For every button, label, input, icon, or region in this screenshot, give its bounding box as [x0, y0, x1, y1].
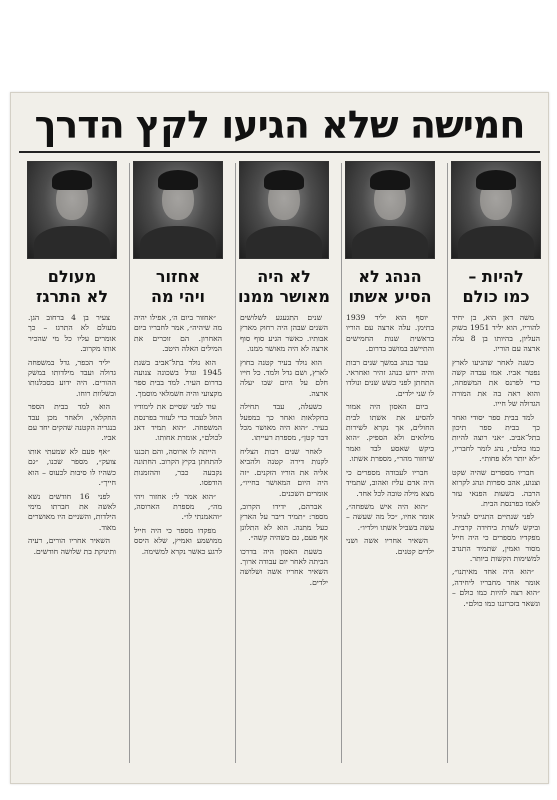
- article-text-4: [131, 313, 225, 557]
- paragraph: חבריו מספרים שהיה שקט וצנוע, אהב ספרות ונהג לקרוא הרבה. בשעות הפנאי עזר לאמו בפרנסת הבית.: [452, 467, 540, 508]
- paragraph: הוא נולד בתל־אביב בשנת 1945 וגדל בשכונה צנועה בדרום העיר. למד בבית ספר מקצועי והיה חשמלאי מוסמך.: [134, 357, 222, 398]
- profile-column-1: [449, 157, 543, 769]
- paragraph: הייתה לו ארוסה, והם תכננו להתחתן בקיץ הקרוב. החתונה נקבעה כבר, וההזמנות הודפסו.: [134, 446, 222, 488]
- paragraph: אברהם, ידידו הקרוב, מספר: ״תמיד דיבר על הארץ כעל מתנה. הוא לא התלונן אף פעם, גם כשהיה קשה״.: [240, 501, 328, 543]
- profile-column-2: [343, 157, 437, 769]
- column-divider: [341, 163, 342, 763]
- paragraph: השאיר אחריו אשה ושני ילדים קטנים.: [346, 536, 434, 556]
- caption-line-1: לא היה: [257, 267, 311, 286]
- caption-line-2: מאושר ממנו: [238, 287, 330, 306]
- paragraph: מפקדו מספר כי היה חייל ממושמע ואמיץ, שלא היסס לרגע כאשר נקרא למשימה.: [134, 525, 222, 556]
- headline-rule: [19, 151, 540, 153]
- paragraph: ״הוא היה איש משפחה״, אומר אחיו, ״כל מה שעשה – עשה בשביל אשתו וילדיו״.: [346, 501, 434, 532]
- portrait-photo-4: [133, 161, 223, 259]
- portrait-photo-1: [451, 161, 541, 259]
- headline: חמישה שלא הגיעו לקץ הדרך: [34, 103, 525, 147]
- caption-line-1: להיות –: [468, 267, 524, 286]
- paragraph: שנים התגעגע לשלושים השנים שבהן היה רחוק מארץ אבותיו. כאשר הגיע סוף סוף ארצה לא היה מאושר ממנו.: [240, 313, 328, 354]
- paragraph: חבריו לעבודה מספרים כי היה אדם עליז ואהוב, שתמיד מצא מילה טובה לכל אחד.: [346, 467, 434, 498]
- article-text-2: [343, 313, 437, 557]
- article-text-5: [25, 313, 119, 557]
- paragraph: משה דאן הוא, בן יחיד להוריו, הוא יליד 1951 בשוק העליון, בהיותו בן 8 עלה ארצה עם הוריו.: [452, 313, 540, 354]
- paragraph: עוד לפני שסיים את לימודיו החל לעבוד כדי לעזור בפרנסת המשפחה. ״הוא תמיד דאג לכולם״, אומרת אחותו.: [134, 402, 222, 443]
- portrait-photo-3: [239, 161, 329, 259]
- paragraph: צעיר בן 4 ברחוב הגן. מעולם לא התרגז – כך אומרים עליו כל מי שהכיר אותו מקרוב.: [28, 313, 116, 354]
- caption-line-2: כמו כולם: [462, 287, 530, 306]
- paragraph: ״הוא היה אחד מאיתנו״, אומר אחד מחבריו ליחידה, ״הוא רצה להיות כמו כולם – ונשאר בזכרוננו כמו כולם״.: [452, 567, 540, 608]
- paragraph: ״אחזור ביום ה׳, אפילו יהיה מה שיהיה״, אמר לחבריו ביום האחרון. הם זוכרים את המילים האלה היטב.: [134, 313, 222, 354]
- paragraph: הוא נולד בעיר קטנה בחוץ לארץ, ושם גדל ולמד. כל חייו חלם על היום שבו יעלה ארצה.: [240, 357, 328, 398]
- paragraph: יליד הכפר, גדל במשפחה גדולה ועבד מילדותו במשק ההורים. היה ידוע בסבלנותו ובשלוות רוחו.: [28, 357, 116, 398]
- profile-caption-2: [343, 267, 437, 307]
- portrait-photo-5: [27, 161, 117, 259]
- newspaper-clipping: [10, 92, 549, 784]
- caption-line-2: הסיע אשתו: [348, 287, 432, 306]
- paragraph: ביום האסון היה אמור להסיע את אשתו לבית החולים, אך נקרא לשירות מילואים ולא הספיק. ״הוא ביקש שאסע לבד ואמר שיחזור מהר״, מספרת אשתו.: [346, 402, 434, 464]
- paragraph: יוסף הוא יליד 1939 בתימן. עלה ארצה עם הוריו בראשית שנות החמישים והתיישב במושב בדרום.: [346, 313, 434, 354]
- paragraph: ״הוא אמר לי: אחזור ויהי מה״, מספרת הארוסה, ״והאמנתי לו״.: [134, 491, 222, 522]
- profile-caption-3: [237, 267, 331, 307]
- paragraph: לפני 16 חודשים נשא לאשה את חברתו מימי הילדות, והשניים היו מאושרים מאוד.: [28, 491, 116, 532]
- column-divider: [235, 163, 236, 763]
- profile-caption-1: [449, 267, 543, 307]
- paragraph: לאחר שנים רבות הצליח לקנות דירה קטנה ולהביא אליה את הוריו הזקנים. ״זה היה היום המאושר בחייו״, אומרים השכנים.: [240, 446, 328, 498]
- profile-column-3: [237, 157, 331, 769]
- caption-line-2: ויהי מה: [150, 287, 206, 306]
- caption-line-2: לא התרגז: [35, 287, 108, 306]
- article-text-1: [449, 313, 543, 609]
- profile-caption-4: [131, 267, 225, 307]
- paragraph: לפני שנתיים התגייס לצה״ל וביקש לשרת ביחידה קרבית. מפקדיו מספרים כי היה חייל מסור ואמין, שתמיד התנדב למשימות הקשות ביותר.: [452, 512, 540, 563]
- paragraph: למד בבית ספר יסודי ואחר כך בבית ספר תיכון בתל־אביב. ״אני רוצה להיות כמו כולם״, נהג לומר לחבריו, ״לא יותר ולא פחות״.: [452, 412, 540, 464]
- paragraph: הוא למד בבית הספר החקלאי, ולאחר מכן עבד בנגריה הקטנה שהקים יחד עם אביו.: [28, 402, 116, 443]
- caption-line-1: מעולם: [47, 267, 97, 286]
- profile-column-4: [131, 157, 225, 769]
- article-text-3: [237, 313, 331, 588]
- column-divider: [447, 163, 448, 763]
- paragraph: בשעת האסון היה בדרכו הביתה לאחר יום עבודה ארוך. השאיר אחריו אשה ושלושה ילדים.: [240, 546, 328, 587]
- paragraph: השאיר אחריו הורים, רעיה ותינוקת בת שלושה חודשים.: [28, 536, 116, 556]
- portrait-photo-2: [345, 161, 435, 259]
- paragraph: כשעלה, עבד תחילה בחקלאות ואחר כך במפעל בעיר. ״הוא היה מאושר מכל דבר קטן״, מספרת רעייתו.: [240, 402, 328, 443]
- paragraph: ״אף פעם לא שמעתי אותו צועק״, מספר שכנו, ״גם כשהיו לו סיבות לכעוס – הוא חייך״.: [28, 446, 116, 488]
- caption-line-1: אחזור: [155, 267, 201, 286]
- profile-column-5: [25, 157, 119, 769]
- profile-caption-5: [25, 267, 119, 307]
- column-divider: [129, 163, 130, 763]
- paragraph: כשנה לאחר שהגיעו לארץ נפטר אביו. אמו עבדה קשה כדי לפרנס את המשפחה, והוא ראה בה את המורה הגדולה של חייו.: [452, 357, 540, 409]
- caption-line-1: הנהג לא: [358, 267, 422, 286]
- paragraph: עבד כנהג במשך שנים רבות והיה ידוע כנהג זהיר ואחראי. התחתן לפני כשש שנים ונולדו לו שני ילדים.: [346, 357, 434, 398]
